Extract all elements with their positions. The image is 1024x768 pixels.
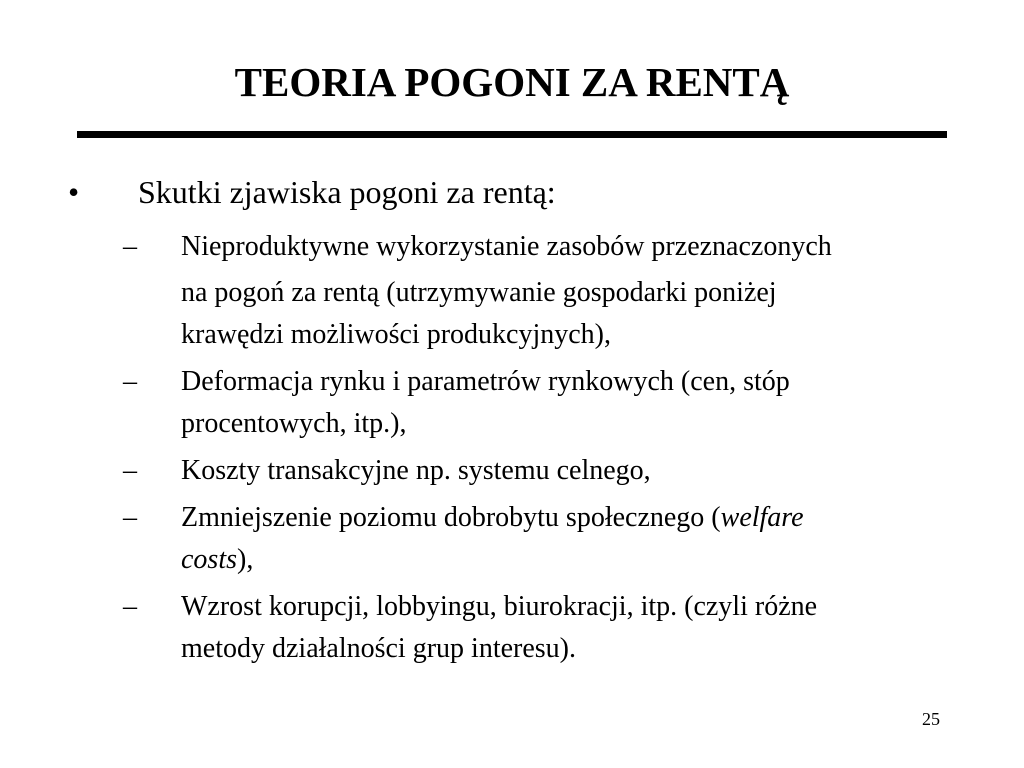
title-underline — [77, 131, 947, 138]
slide-title: TEORIA POGONI ZA RENTĄ — [234, 59, 790, 105]
list-item-line — [181, 497, 983, 539]
list-item-line: na pogoń za rentą (utrzymywanie gospodarki poniżej — [181, 277, 777, 308]
italic-term: costs — [181, 544, 237, 575]
list-item — [123, 361, 983, 445]
list-item-text: ), — [237, 544, 254, 575]
list-item-line: metody działalności grup interesu). — [181, 633, 576, 664]
list-item — [123, 226, 983, 356]
list-item-line — [181, 539, 983, 581]
list-item-line: Wzrost korupcji, lobbyingu, biurokracji, itp. (czyli różne — [181, 591, 818, 622]
list-item — [123, 450, 983, 492]
list-item-line: procentowych, itp.), — [181, 408, 407, 439]
page-number: 25 — [922, 709, 940, 729]
dash-marker: – — [123, 502, 137, 533]
list-item-line: krawędzi możliwości produkcyjnych), — [181, 319, 611, 350]
list-item-line: Nieproduktywne wykorzystanie zasobów przeznaczonych — [181, 231, 832, 262]
list-item-line: Koszty transakcyjne np. systemu celnego, — [181, 455, 651, 486]
bullet-marker: • — [68, 174, 80, 210]
list-item — [123, 586, 983, 670]
dash-marker: – — [123, 591, 137, 622]
italic-term: welfare — [720, 502, 804, 533]
dash-marker: – — [123, 366, 137, 397]
dash-marker: – — [123, 231, 137, 262]
list-item-text: Zmniejszenie poziomu dobrobytu społecznego ( — [181, 502, 721, 533]
list-item-line: Deformacja rynku i parametrów rynkowych (cen, stóp — [181, 366, 790, 397]
main-bullet-text: Skutki zjawiska pogoni za rentą: — [138, 174, 556, 210]
dash-marker: – — [123, 455, 137, 486]
list-item — [123, 497, 983, 581]
sub-bullet-list — [123, 226, 983, 675]
